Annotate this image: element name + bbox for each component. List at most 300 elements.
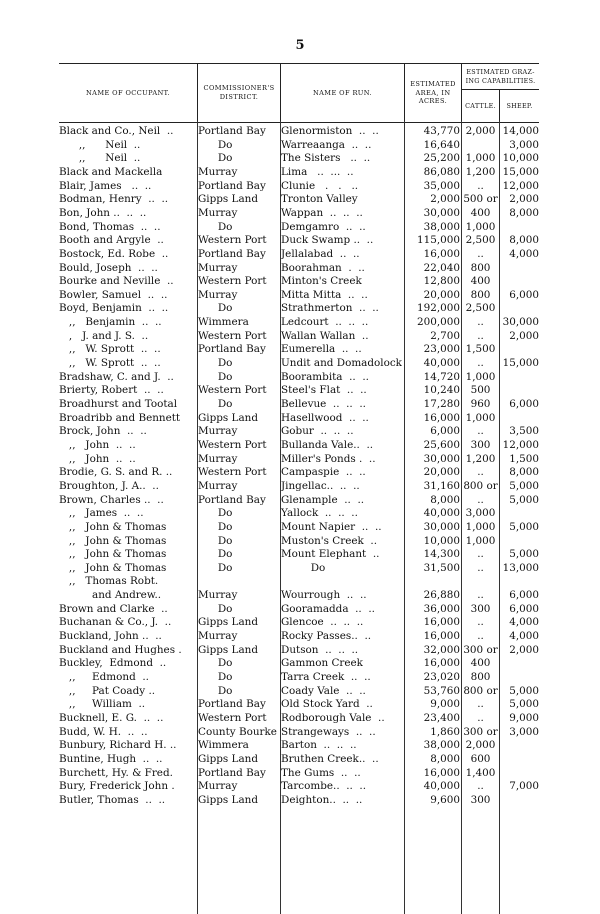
- cattle-cell: 1,000: [465, 520, 496, 533]
- area-cell: 86,080: [423, 165, 460, 178]
- district-cell: Do: [198, 561, 233, 574]
- cattle-cell: 1,000: [465, 152, 496, 165]
- run-cell: Wappan .. .. ..: [281, 206, 363, 219]
- table-row: [59, 685, 539, 697]
- cattle-cell: 2,000: [465, 739, 496, 752]
- cattle-cell: 800: [470, 261, 491, 274]
- area-cell: 31,160: [423, 479, 460, 492]
- run-cell: Barton .. .. ..: [281, 739, 357, 752]
- run-cell: Campaspie .. ..: [281, 466, 366, 479]
- run-cell: Miller's Ponds . ..: [281, 452, 376, 465]
- district-cell: Do: [198, 138, 233, 151]
- district-cell: Portland Bay: [198, 698, 266, 711]
- table-body: [59, 121, 539, 914]
- sheep-cell: 5,000: [509, 548, 539, 561]
- occupant-cell: Bond, Thomas .. ..: [59, 220, 161, 233]
- table-row: [59, 343, 539, 355]
- table-row: [59, 712, 539, 724]
- cattle-cell: 800 or: [463, 684, 498, 697]
- occupant-cell: ,, John & Thomas: [59, 520, 167, 533]
- cattle-cell: 400: [470, 657, 491, 670]
- run-cell: Warreaanga .. ..: [281, 138, 372, 151]
- cattle-cell: 3,000: [465, 507, 496, 520]
- table-row: [59, 275, 539, 287]
- area-cell: 23,000: [423, 343, 460, 356]
- area-cell: 2,700: [430, 329, 460, 342]
- occupant-cell: , J. and J. S. ..: [59, 329, 149, 342]
- table-row: [59, 507, 539, 519]
- district-cell: Western Port: [198, 438, 267, 451]
- occupant-cell: ,, Thomas Robt.: [59, 575, 159, 588]
- run-cell: Clunie . . ..: [281, 179, 359, 192]
- table-row: [59, 603, 539, 615]
- table-row: [59, 302, 539, 314]
- cattle-cell: 300: [470, 438, 491, 451]
- sheep-cell: 6,000: [509, 288, 539, 301]
- area-cell: 25,200: [423, 152, 460, 165]
- cattle-cell: 500: [470, 384, 491, 397]
- occupant-cell: Bon, John .. .. ..: [59, 206, 147, 219]
- area-cell: 35,000: [423, 179, 460, 192]
- sheep-cell: 1,500: [509, 452, 539, 465]
- run-cell: Gobur .. .. ..: [281, 425, 354, 438]
- district-cell: Do: [198, 220, 233, 233]
- district-cell: Gipps Land: [198, 616, 258, 629]
- run-cell: Tarra Creek .. ..: [281, 671, 371, 683]
- sheep-cell: 15,000: [502, 165, 539, 178]
- cattle-cell: 2,500: [465, 234, 496, 247]
- sheep-cell: 6,000: [509, 589, 539, 602]
- cattle-cell: 800 or: [463, 479, 498, 492]
- district-cell: Do: [198, 398, 233, 410]
- district-cell: Do: [198, 534, 233, 547]
- area-cell: 2,000: [430, 193, 460, 206]
- run-cell: Glenormiston .. ..: [281, 125, 379, 137]
- cattle-cell: 1,200: [465, 452, 496, 465]
- run-cell: Mount Elephant ..: [281, 548, 380, 561]
- cattle-cell: 800: [470, 671, 491, 683]
- cattle-cell: ..: [477, 247, 484, 260]
- header-district: COMMISSIONER'S DISTRICT.: [198, 64, 281, 122]
- cattle-cell: ..: [477, 357, 484, 370]
- district-cell: Murray: [198, 452, 238, 465]
- sheep-cell: 14,000: [502, 125, 539, 137]
- area-cell: 20,000: [423, 466, 460, 479]
- sheep-cell: 8,000: [509, 234, 539, 247]
- occupant-cell: Buckley, Edmond ..: [59, 657, 167, 670]
- cattle-cell: 400: [470, 206, 491, 219]
- area-cell: 10,240: [423, 384, 460, 397]
- sheep-cell: 9,000: [509, 711, 539, 724]
- sheep-cell: 3,000: [509, 138, 539, 151]
- district-cell: Portland Bay: [198, 343, 266, 356]
- run-cell: Bullanda Vale.. ..: [281, 438, 374, 451]
- sheep-cell: 2,000: [509, 329, 539, 342]
- cattle-cell: ..: [477, 493, 484, 506]
- run-cell: Hasellwood .. ..: [281, 411, 369, 424]
- cattle-cell: 500 or: [463, 193, 498, 206]
- area-cell: 30,000: [423, 206, 460, 219]
- sheep-cell: 5,000: [509, 684, 539, 697]
- table-row: [59, 794, 539, 806]
- area-cell: 9,600: [430, 793, 460, 806]
- table-row: [59, 739, 539, 751]
- table-row: [59, 398, 539, 410]
- area-cell: 38,000: [423, 739, 460, 752]
- table-row: [59, 548, 539, 560]
- occupant-cell: ,, John & Thomas: [59, 534, 167, 547]
- run-cell: Minton's Creek: [281, 275, 362, 288]
- table-row: [59, 384, 539, 396]
- sheep-cell: 3,000: [509, 725, 539, 738]
- cattle-cell: 2,000: [465, 125, 496, 137]
- district-cell: Gipps Land: [198, 643, 258, 656]
- area-cell: 8,000: [430, 493, 460, 506]
- table-row: [59, 589, 539, 601]
- area-cell: 30,000: [423, 520, 460, 533]
- district-cell: Wimmera: [198, 739, 249, 752]
- area-cell: 16,000: [423, 657, 460, 670]
- occupant-cell: Broadribb and Bennett: [59, 411, 181, 424]
- district-cell: Murray: [198, 165, 238, 178]
- occupant-cell: Brown, Charles .. ..: [59, 493, 164, 506]
- occupant-cell: Bowler, Samuel .. ..: [59, 288, 168, 301]
- area-cell: 16,000: [423, 247, 460, 260]
- cattle-cell: 2,500: [465, 302, 496, 315]
- table-row: [59, 425, 539, 437]
- occupant-cell: ,, Neil ..: [59, 138, 141, 151]
- run-cell: Jingellac.. .. ..: [281, 479, 360, 492]
- run-cell: Tronton Valley: [281, 193, 358, 206]
- run-cell: Bellevue .. .. ..: [281, 398, 366, 410]
- cattle-cell: 1,000: [465, 370, 496, 383]
- header-cattle: CATTLE.: [462, 90, 500, 122]
- district-cell: Murray: [198, 206, 238, 219]
- area-cell: 40,000: [423, 357, 460, 370]
- sheep-cell: 5,000: [509, 520, 539, 533]
- cattle-cell: ..: [477, 179, 484, 192]
- run-cell: Jellalabad .. ..: [281, 247, 360, 260]
- sheep-cell: 3,500: [509, 425, 539, 438]
- occupant-cell: Bould, Joseph .. ..: [59, 261, 158, 274]
- district-cell: Wimmera: [198, 316, 249, 329]
- sheep-cell: 7,000: [509, 780, 539, 793]
- district-cell: Murray: [198, 780, 238, 793]
- run-register-table: [59, 63, 539, 806]
- cattle-cell: ..: [477, 561, 484, 574]
- district-cell: Portland Bay: [198, 766, 266, 779]
- run-cell: Gammon Creek: [281, 657, 363, 670]
- table-row: [59, 657, 539, 669]
- occupant-cell: Buchanan & Co., J. ..: [59, 616, 172, 629]
- run-cell: Deighton.. .. ..: [281, 793, 363, 806]
- district-cell: Murray: [198, 261, 238, 274]
- area-cell: 40,000: [423, 507, 460, 520]
- district-cell: Do: [198, 357, 233, 370]
- cattle-cell: 1,200: [465, 165, 496, 178]
- run-cell: Old Stock Yard ..: [281, 698, 373, 711]
- header-area: ESTIMATED AREA, IN ACRES.: [405, 64, 462, 122]
- table-row: [59, 466, 539, 478]
- sheep-cell: 30,000: [502, 316, 539, 329]
- run-cell: Mitta Mitta .. ..: [281, 288, 368, 301]
- cattle-cell: 1,400: [465, 766, 496, 779]
- run-cell: Rodborough Vale ..: [281, 711, 385, 724]
- occupant-cell: Black and Co., Neil ..: [59, 125, 174, 137]
- run-cell: Duck Swamp .. ..: [281, 234, 374, 247]
- area-cell: 16,000: [423, 630, 460, 643]
- occupant-cell: ,, Pat Coady ..: [59, 684, 156, 697]
- table-row: [59, 494, 539, 506]
- cattle-cell: 300 or: [463, 643, 498, 656]
- table-row: [59, 207, 539, 219]
- district-cell: Gipps Land: [198, 752, 258, 765]
- district-cell: Murray: [198, 425, 238, 438]
- occupant-cell: Butler, Thomas .. ..: [59, 793, 166, 806]
- cattle-cell: 1,000: [465, 411, 496, 424]
- district-cell: Do: [198, 152, 233, 165]
- run-cell: Eumerella .. ..: [281, 343, 362, 356]
- area-cell: 23,020: [423, 671, 460, 683]
- occupant-cell: Booth and Argyle ..: [59, 234, 164, 247]
- sheep-cell: 4,000: [509, 616, 539, 629]
- occupant-cell: ,, John .. ..: [59, 438, 136, 451]
- sheep-cell: 2,000: [509, 643, 539, 656]
- cattle-cell: 960: [470, 398, 491, 410]
- cattle-cell: ..: [477, 630, 484, 643]
- table-row: [59, 371, 539, 383]
- run-cell: Yallock .. .. ..: [281, 507, 358, 520]
- cattle-cell: ..: [477, 780, 484, 793]
- run-cell: Strathmerton .. ..: [281, 302, 379, 315]
- header-sheep: SHEEP.: [506, 102, 533, 110]
- district-cell: Western Port: [198, 711, 267, 724]
- district-cell: County Bourke: [198, 725, 277, 738]
- district-cell: Do: [198, 302, 233, 315]
- run-cell: Glencoe .. .. ..: [281, 616, 364, 629]
- cattle-cell: ..: [477, 466, 484, 479]
- table-row: [59, 644, 539, 656]
- run-cell: Tarcombe.. .. ..: [281, 780, 367, 793]
- sheep-cell: 13,000: [502, 561, 539, 574]
- table-row: [59, 234, 539, 246]
- table-row: [59, 630, 539, 642]
- table-row: [59, 453, 539, 465]
- table-row: [59, 753, 539, 765]
- occupant-cell: ,, Benjamin .. ..: [59, 316, 162, 329]
- cattle-cell: 300: [470, 793, 491, 806]
- table-row: [59, 330, 539, 342]
- occupant-cell: and Andrew..: [59, 589, 162, 602]
- district-cell: Western Port: [198, 275, 267, 288]
- area-cell: 192,000: [417, 302, 460, 315]
- occupant-cell: Boyd, Benjamin .. ..: [59, 302, 169, 315]
- district-cell: Murray: [198, 589, 238, 602]
- cattle-cell: 800: [470, 288, 491, 301]
- occupant-cell: Bodman, Henry .. ..: [59, 193, 169, 206]
- area-cell: 53,760: [423, 684, 460, 697]
- run-cell: Wallan Wallan ..: [281, 329, 369, 342]
- header-occupant: NAME OF OCCUPANT.: [59, 64, 198, 122]
- district-cell: Portland Bay: [198, 247, 266, 260]
- area-cell: 12,800: [423, 275, 460, 288]
- district-cell: Do: [198, 684, 233, 697]
- occupant-cell: Broughton, J. A.. ..: [59, 479, 159, 492]
- page-number: 5: [295, 38, 305, 53]
- run-cell: Bruthen Creek.. ..: [281, 752, 379, 765]
- district-cell: Do: [198, 370, 233, 383]
- sheep-cell: 10,000: [502, 152, 539, 165]
- cattle-cell: ..: [477, 589, 484, 602]
- occupant-cell: ,, John & Thomas: [59, 548, 167, 561]
- occupant-cell: ,, John & Thomas: [59, 561, 167, 574]
- run-cell: Do: [281, 561, 326, 574]
- area-cell: 25,600: [423, 438, 460, 451]
- area-cell: 43,770: [423, 125, 460, 137]
- area-cell: 6,000: [430, 425, 460, 438]
- area-cell: 40,000: [423, 780, 460, 793]
- district-cell: Western Port: [198, 466, 267, 479]
- district-cell: Do: [198, 657, 233, 670]
- district-cell: Murray: [198, 288, 238, 301]
- district-cell: Portland Bay: [198, 493, 266, 506]
- sheep-cell: 8,000: [509, 466, 539, 479]
- cattle-cell: 1,000: [465, 534, 496, 547]
- occupant-cell: Bourke and Neville ..: [59, 275, 174, 288]
- table-row: [59, 480, 539, 492]
- sheep-cell: 12,000: [502, 179, 539, 192]
- occupant-cell: ,, William ..: [59, 698, 146, 711]
- occupant-cell: ,, Edmond ..: [59, 671, 149, 683]
- run-cell: Boorahman . ..: [281, 261, 365, 274]
- table-row: [59, 289, 539, 301]
- district-cell: Do: [198, 520, 233, 533]
- sheep-cell: 5,000: [509, 493, 539, 506]
- district-cell: Gipps Land: [198, 193, 258, 206]
- sheep-cell: 2,000: [509, 193, 539, 206]
- table-row: [59, 521, 539, 533]
- occupant-cell: Brierty, Robert .. ..: [59, 384, 164, 397]
- table-header: [59, 63, 539, 123]
- area-cell: 9,000: [430, 698, 460, 711]
- occupant-cell: Bradshaw, C. and J. ..: [59, 370, 174, 383]
- sheep-cell: 4,000: [509, 247, 539, 260]
- sheep-cell: 15,000: [502, 357, 539, 370]
- run-cell: Dutson .. .. ..: [281, 643, 359, 656]
- run-cell: Mount Napier .. ..: [281, 520, 382, 533]
- table-row: [59, 139, 539, 151]
- occupant-cell: ,, John .. ..: [59, 452, 136, 465]
- run-cell: Muston's Creek ..: [281, 534, 378, 547]
- area-cell: 115,000: [417, 234, 460, 247]
- district-cell: Do: [198, 507, 233, 520]
- cattle-cell: ..: [477, 616, 484, 629]
- cattle-cell: ..: [477, 316, 484, 329]
- area-cell: 14,300: [423, 548, 460, 561]
- table-row: [59, 412, 539, 424]
- table-row: [59, 180, 539, 192]
- table-row: [59, 767, 539, 779]
- table-row: [59, 439, 539, 451]
- cattle-cell: 400: [470, 275, 491, 288]
- occupant-cell: ,, James .. ..: [59, 507, 144, 520]
- cattle-cell: 1,000: [465, 220, 496, 233]
- district-cell: Western Port: [198, 234, 267, 247]
- occupant-cell: Black and Mackella: [59, 165, 163, 178]
- table-row: [59, 575, 539, 587]
- run-cell: Undit and Domadolock: [281, 357, 402, 370]
- district-cell: Portland Bay: [198, 179, 266, 192]
- occupant-cell: Brodie, G. S. and R. ..: [59, 466, 173, 479]
- district-cell: Gipps Land: [198, 411, 258, 424]
- area-cell: 16,000: [423, 411, 460, 424]
- area-cell: 1,860: [430, 725, 460, 738]
- cattle-cell: ..: [477, 711, 484, 724]
- district-cell: Gipps Land: [198, 793, 258, 806]
- occupant-cell: ,, W. Sprott .. ..: [59, 357, 161, 370]
- run-cell: Wourrough .. ..: [281, 589, 367, 602]
- sheep-cell: 4,000: [509, 630, 539, 643]
- area-cell: 10,000: [423, 534, 460, 547]
- run-cell: Coady Vale .. ..: [281, 684, 366, 697]
- table-row: [59, 152, 539, 164]
- sheep-cell: 6,000: [509, 602, 539, 615]
- cattle-cell: ..: [477, 548, 484, 561]
- area-cell: 200,000: [417, 316, 460, 329]
- sheep-cell: 8,000: [509, 206, 539, 219]
- table-row: [59, 221, 539, 233]
- table-row: [59, 616, 539, 628]
- occupant-cell: Bostock, Ed. Robe ..: [59, 247, 169, 260]
- district-cell: Murray: [198, 479, 238, 492]
- occupant-cell: Bucknell, E. G. .. ..: [59, 711, 164, 724]
- occupant-cell: Buckland and Hughes .: [59, 643, 182, 656]
- table-row: [59, 262, 539, 274]
- area-cell: 16,000: [423, 616, 460, 629]
- cattle-cell: 1,500: [465, 343, 496, 356]
- area-cell: 30,000: [423, 452, 460, 465]
- table-row: [59, 357, 539, 369]
- run-cell: Steel's Flat .. ..: [281, 384, 367, 397]
- area-cell: 20,000: [423, 288, 460, 301]
- occupant-cell: Brock, John .. ..: [59, 425, 147, 438]
- sheep-cell: 5,000: [509, 698, 539, 711]
- run-cell: Boorambita .. ..: [281, 370, 369, 383]
- cattle-cell: ..: [477, 329, 484, 342]
- district-cell: Do: [198, 602, 233, 615]
- district-cell: Do: [198, 671, 233, 683]
- district-cell: Portland Bay: [198, 125, 266, 137]
- run-cell: Ledcourt .. .. ..: [281, 316, 369, 329]
- run-cell: Gooramadda .. ..: [281, 602, 375, 615]
- occupant-cell: ,, Neil ..: [59, 152, 141, 165]
- area-cell: 16,640: [423, 138, 460, 151]
- table-row: [59, 316, 539, 328]
- occupant-cell: Burchett, Hy. & Fred.: [59, 766, 173, 779]
- area-cell: 32,000: [423, 643, 460, 656]
- cattle-cell: ..: [477, 698, 484, 711]
- occupant-cell: Budd, W. H. .. ..: [59, 725, 148, 738]
- district-cell: Do: [198, 548, 233, 561]
- table-row: [59, 562, 539, 574]
- run-cell: The Sisters .. ..: [281, 152, 371, 165]
- run-cell: Lima .. ... ..: [281, 165, 354, 178]
- area-cell: 16,000: [423, 766, 460, 779]
- sheep-cell: 12,000: [502, 438, 539, 451]
- run-cell: Strangeways .. ..: [281, 725, 376, 738]
- occupant-cell: Bunbury, Richard H. ..: [59, 739, 177, 752]
- table-row: [59, 535, 539, 547]
